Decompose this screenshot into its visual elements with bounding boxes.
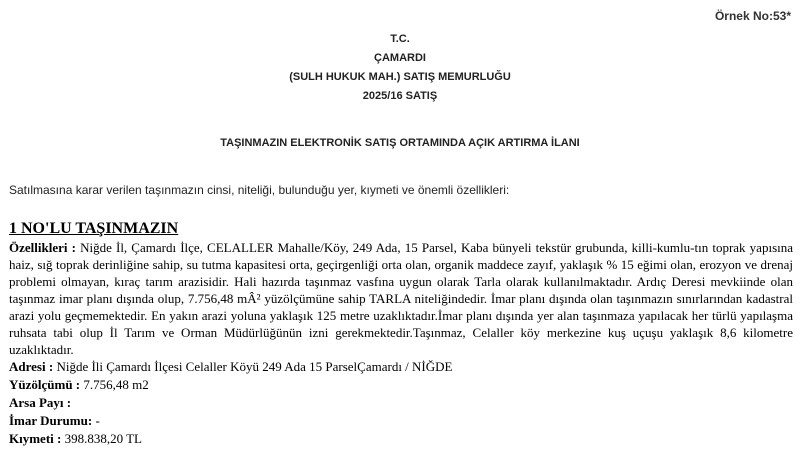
header-line-district: ÇAMARDI	[374, 52, 426, 64]
zoning-label: İmar Durumu:	[9, 413, 93, 428]
property-features	[9, 239, 793, 358]
announcement-title: TAŞINMAZIN ELEKTRONİK SATIŞ ORTAMINDA AÇIK ARTIRMA İLANI	[220, 137, 580, 149]
intro-text: Satılmasına karar verilen taşınmazın cinsi, niteliği, bulunduğu yer, kıymeti ve önemli özellikleri:	[9, 183, 510, 197]
share-label: Arsa Payı :	[9, 395, 72, 410]
property-title: 1 NO'LU TAŞINMAZIN	[9, 220, 179, 237]
header-line-office: (SULH HUKUK MAH.) SATIŞ MEMURLUĞU	[289, 71, 511, 83]
address-value: Niğde İli Çamardı İlçesi Celaller Köyü 249 Ada 15 ParselÇamardı / NİĞDE	[53, 359, 453, 374]
value-amount: 398.838,20 TL	[61, 431, 142, 446]
sample-number: Örnek No:53*	[714, 9, 791, 23]
header-line-tc: T.C.	[390, 33, 410, 45]
property-zoning	[9, 412, 793, 430]
office-header	[0, 30, 800, 106]
value-label: Kıymeti :	[9, 431, 62, 446]
property-section	[9, 219, 793, 448]
address-label: Adresi :	[9, 359, 54, 374]
property-area	[9, 376, 793, 394]
zoning-value: -	[92, 413, 100, 428]
area-label: Yüzölçümü :	[9, 377, 81, 392]
property-share	[9, 394, 793, 412]
property-address	[9, 358, 793, 376]
features-text: Niğde İl, Çamardı İlçe, CELALLER Mahalle/Köy, 249 Ada, 15 Parsel, Kaba bünyeli tekstür grubunda, killi-kumlu-tın toprak yapısına haiz, sığ toprak derinliğine sahip, su tutma kapasitesi orta, geçirgenliği orta olan, organik maddece zayıf, yaklaşık % 15 eğimi olan, erozyon ve drenaj problemi olmayan, kıraç tarım arazisidir. Hali hazırda taşınmaz vasfına uygun olarak Tarla olarak kullanılmaktadır. Ardıç Deresi mevkiinde olan taşınmaz imar planı dışında olup, 7.756,48 mÂ² yüzölçümüne sahip TARLA niteliğindedir. İmar planı dışında olan taşınmazın sınırlarından kadastral arazi yolu geçmemektedir. En yakın arazi yoluna yaklaşık 125 metre uzaklıktadır.İmar planı dışında yer alan taşınmaza yapılacak her türlü yapılaşma ruhsata tabi olup İl Tarım ve Orman Müdürlüğünün izni gerekmektedir.Taşınmaz, Celaller köy merkezine kuş uçuşu yaklaşık 8,6 kilometre uzaklıktadır.	[9, 240, 794, 357]
header-line-case-no: 2025/16 SATIŞ	[362, 90, 438, 102]
property-value	[9, 430, 793, 448]
features-label: Özellikleri :	[9, 240, 76, 255]
area-value: 7.756,48 m2	[80, 377, 149, 392]
